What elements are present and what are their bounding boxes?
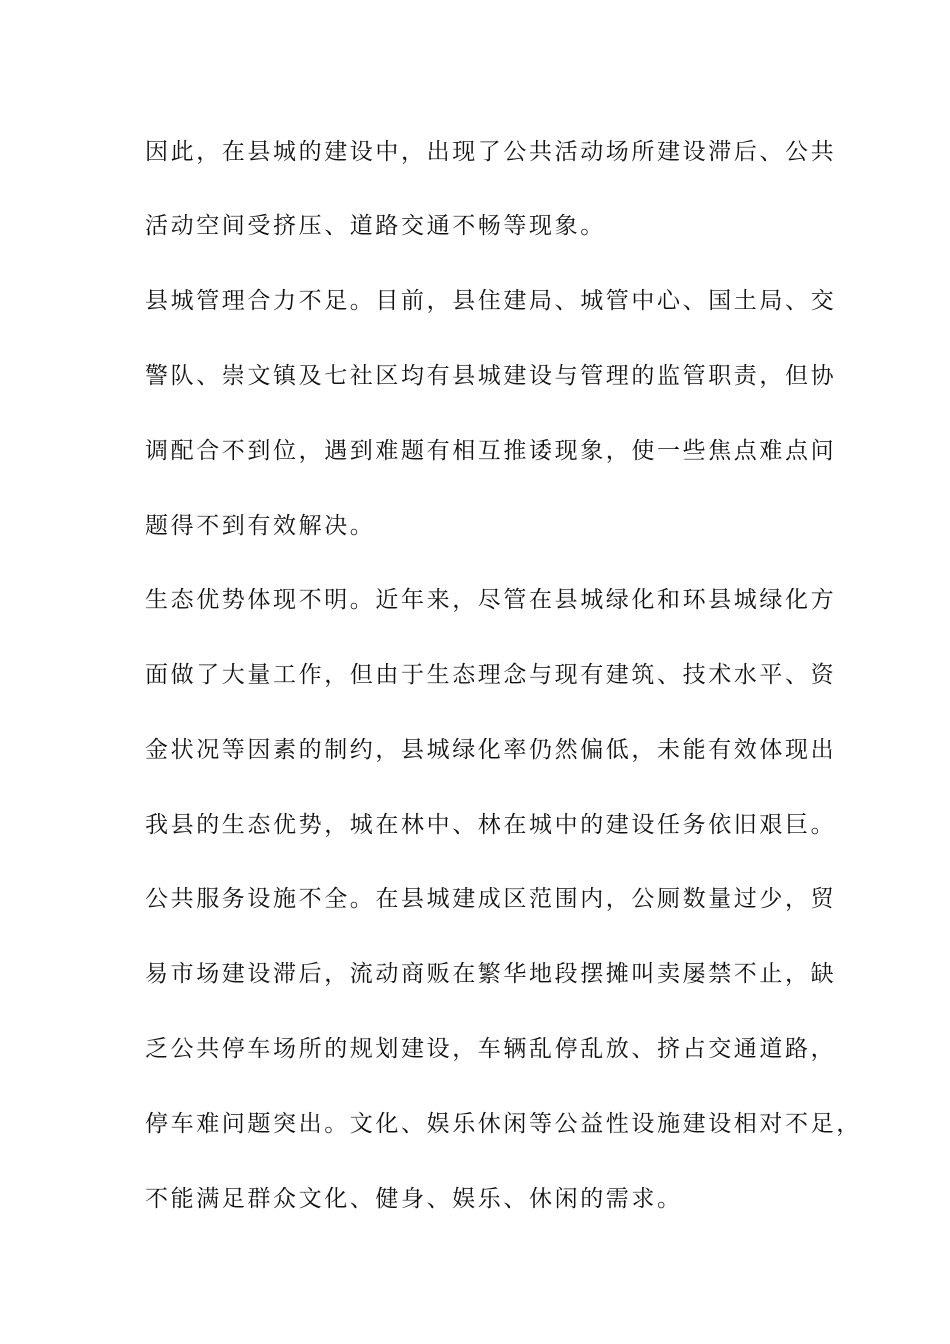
text-line: 生态优势体现不明。近年来，尽管在县城绿化和环县城绿化方 xyxy=(145,587,837,613)
text-line: 因此，在县城的建设中，出现了公共活动场所建设滞后、公共 xyxy=(145,139,837,165)
text-line: 停车难问题突出。文化、娱乐休闲等公益性设施建设相对不足， xyxy=(145,1111,862,1137)
text-line: 易市场建设滞后，流动商贩在繁华地段摆摊叫卖屡禁不止，缺 xyxy=(145,961,837,987)
text-line: 我县的生态优势，城在林中、林在城中的建设任务依旧艰巨。 xyxy=(145,812,837,838)
text-line: 调配合不到位，遇到难题有相互推诿现象，使一些焦点难点问 xyxy=(145,438,837,464)
text-line: 县城管理合力不足。目前，县住建局、城管中心、国土局、交 xyxy=(145,288,837,314)
text-line: 题得不到有效解决。 xyxy=(145,513,376,539)
text-line: 公共服务设施不全。在县城建成区范围内，公厕数量过少，贸 xyxy=(145,886,837,912)
text-line: 乏公共停车场所的规划建设，车辆乱停乱放、挤占交通道路， xyxy=(145,1036,837,1062)
text-line: 活动空间受挤压、道路交通不畅等现象。 xyxy=(145,213,606,239)
text-line: 警队、崇文镇及七社区均有县城建设与管理的监管职责，但协 xyxy=(145,363,837,389)
text-line: 金状况等因素的制约，县城绿化率仍然偏低，未能有效体现出 xyxy=(145,737,837,763)
text-line: 面做了大量工作，但由于生态理念与现有建筑、技术水平、资 xyxy=(145,662,837,688)
text-line: 不能满足群众文化、健身、娱乐、休闲的需求。 xyxy=(145,1186,683,1212)
